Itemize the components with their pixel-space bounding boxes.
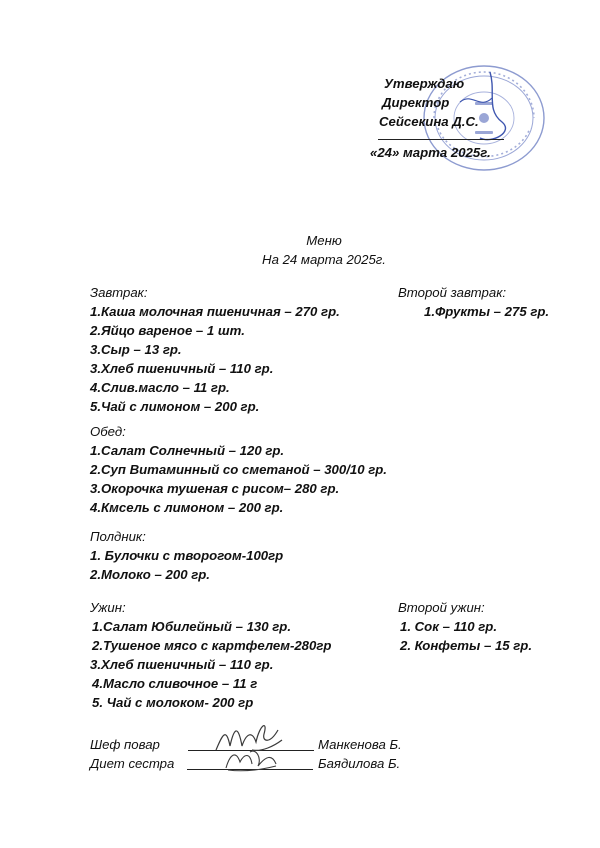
signature-role: Шеф повар (90, 737, 160, 752)
breakfast-item: 3.Хлеб пшеничный – 110 гр. (90, 361, 274, 376)
approval-word: Утверждаю (384, 76, 465, 91)
lunch-section (90, 422, 387, 517)
second-breakfast-section (398, 283, 549, 321)
snack-item: 2.Молоко – 200 гр. (90, 567, 210, 582)
approval-date: «24» марта 2025г. (370, 145, 491, 160)
second-dinner-heading: Второй ужин: (398, 600, 485, 615)
lunch-item: 4.Кмсель с лимоном – 200 гр. (90, 500, 284, 515)
menu-heading: Меню (306, 233, 342, 248)
dinner-section (90, 598, 331, 712)
approval-position: Директор (382, 95, 450, 110)
second-dinner-item: 1. Сок – 110 гр. (400, 619, 498, 634)
second-dinner-item: 2. Конфеты – 15 гр. (400, 638, 533, 653)
lunch-item: 2.Суп Витаминный со сметаной – 300/10 гр. (90, 462, 387, 477)
breakfast-heading: Завтрак: (90, 285, 148, 300)
signature-role: Диет сестра (90, 756, 175, 771)
breakfast-item: 3.Сыр – 13 гр. (90, 342, 182, 357)
dinner-item: 4.Масло сливочное – 11 г (92, 676, 258, 691)
breakfast-item: 2.Яйцо вареное – 1 шт. (90, 323, 245, 338)
menu-title (0, 231, 600, 269)
approval-block (370, 74, 504, 162)
signature-name: Баядилова Б. (318, 756, 401, 771)
second-dinner-section (398, 598, 532, 655)
dinner-item: 5. Чай с молоком- 200 гр (92, 695, 254, 710)
lunch-item: 1.Салат Солнечный – 120 гр. (90, 443, 285, 458)
snack-heading: Полдник: (90, 529, 146, 544)
snack-section (90, 527, 283, 584)
diet-nurse-handwritten-signature (220, 744, 280, 774)
breakfast-item: 1.Каша молочная пшеничная – 270 гр. (90, 304, 340, 319)
snack-item: 1. Булочки с творогом-100гр (90, 548, 284, 563)
second-breakfast-heading: Второй завтрак: (398, 285, 507, 300)
lunch-item: 3.Окорочка тушеная с рисом– 280 гр. (90, 481, 340, 496)
menu-date: На 24 марта 2025г. (262, 252, 386, 267)
approval-director-name: Сейсекина Д.С. (379, 114, 479, 129)
dinner-item: 2.Тушеное мясо с картфелем-280гр (92, 638, 332, 653)
breakfast-section (90, 283, 340, 416)
breakfast-item: 4.Слив.масло – 11 гр. (90, 380, 230, 395)
approval-signature-line (378, 133, 504, 140)
lunch-heading: Обед: (90, 424, 126, 439)
breakfast-item: 5.Чай с лимоном – 200 гр. (90, 399, 260, 414)
signature-name: Манкенова Б. (318, 737, 402, 752)
dinner-item: 1.Салат Юбилейный – 130 гр. (92, 619, 292, 634)
dinner-heading: Ужин: (90, 600, 126, 615)
dinner-item: 3.Хлеб пшеничный – 110 гр. (90, 657, 274, 672)
second-breakfast-item: 1.Фрукты – 275 гр. (424, 304, 550, 319)
